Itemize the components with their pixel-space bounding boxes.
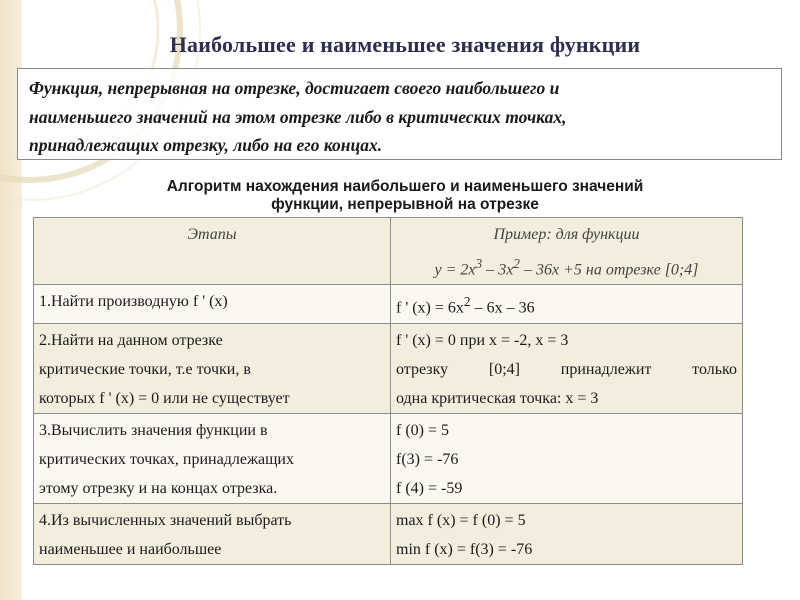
stage-cell — [34, 413, 391, 503]
theorem-line: Функция, непрерывная на отрезке, достигает своего наибольшего и — [29, 78, 560, 98]
stage-line: критические точки, т.е точки, в — [39, 360, 251, 378]
stage-line: критических точках, принадлежащих — [39, 450, 294, 468]
example-cell — [391, 285, 743, 323]
algorithm-table — [33, 217, 743, 565]
algorithm-title-line: Алгоритм нахождения наибольшего и наименьшего значений — [166, 178, 644, 195]
algorithm-title-line: функции, непрерывной на отрезке — [271, 196, 539, 213]
header-stages: Этапы — [34, 218, 391, 285]
example-line: f ' $(x) = 6x^2 - 6x - 36$ — [396, 294, 535, 317]
stage-line: наименьшее и наибольшее — [39, 540, 222, 558]
example-line: отрезку [0;4] принадлежит только — [396, 360, 737, 378]
stage-line: 1.Найти производную f ' (x) — [39, 293, 228, 311]
example-line: f ' (x) = 0 при x = -2, x = 3 — [396, 331, 569, 349]
example-cell — [391, 323, 743, 413]
example-cell — [391, 503, 743, 564]
theorem-line: наименьшего значений на этом отрезке либо в критических точках, — [29, 106, 567, 127]
example-line: f (4) = -59 — [396, 479, 463, 497]
example-line: min f (x) = f(3) = -76 — [396, 540, 533, 558]
algorithm-title — [40, 178, 770, 214]
table-header-row — [34, 218, 743, 285]
table-row — [34, 285, 743, 323]
example-line: f (0) = 5 — [396, 421, 450, 439]
example-line: max f (x) = f (0) = 5 — [396, 511, 526, 529]
stage-line: 3.Вычислить значения функции в — [39, 421, 268, 439]
header-example-label: Пример: для функции — [493, 226, 640, 243]
table-row — [34, 503, 743, 564]
stage-line: 2.Найти на данном отрезке — [39, 331, 223, 349]
table-row — [34, 413, 743, 503]
stage-cell — [34, 503, 391, 564]
stage-line: этому отрезку и на концах отрезка. — [39, 479, 278, 497]
theorem-line: принадлежащих отрезку, либо на его концах. — [29, 135, 383, 155]
table-row — [34, 323, 743, 413]
example-line: одна критическая точка: x = 3 — [396, 389, 599, 407]
stage-line: которых f ' (x) = 0 или не существует — [39, 389, 290, 407]
stage-line: 4.Из вычисленных значений выбрать — [39, 511, 292, 529]
theorem-box — [17, 68, 782, 160]
slide-title: Наибольшее и наименьшее значения функции — [169, 32, 641, 57]
stage-cell — [34, 323, 391, 413]
header-example — [391, 218, 743, 285]
example-function: $y = 2x^3 - 3x^2 - 36x +5$ на отрезке [0;4] — [434, 256, 699, 279]
example-line: f(3) = -76 — [396, 450, 459, 468]
stage-cell — [34, 285, 391, 323]
example-cell — [391, 413, 743, 503]
